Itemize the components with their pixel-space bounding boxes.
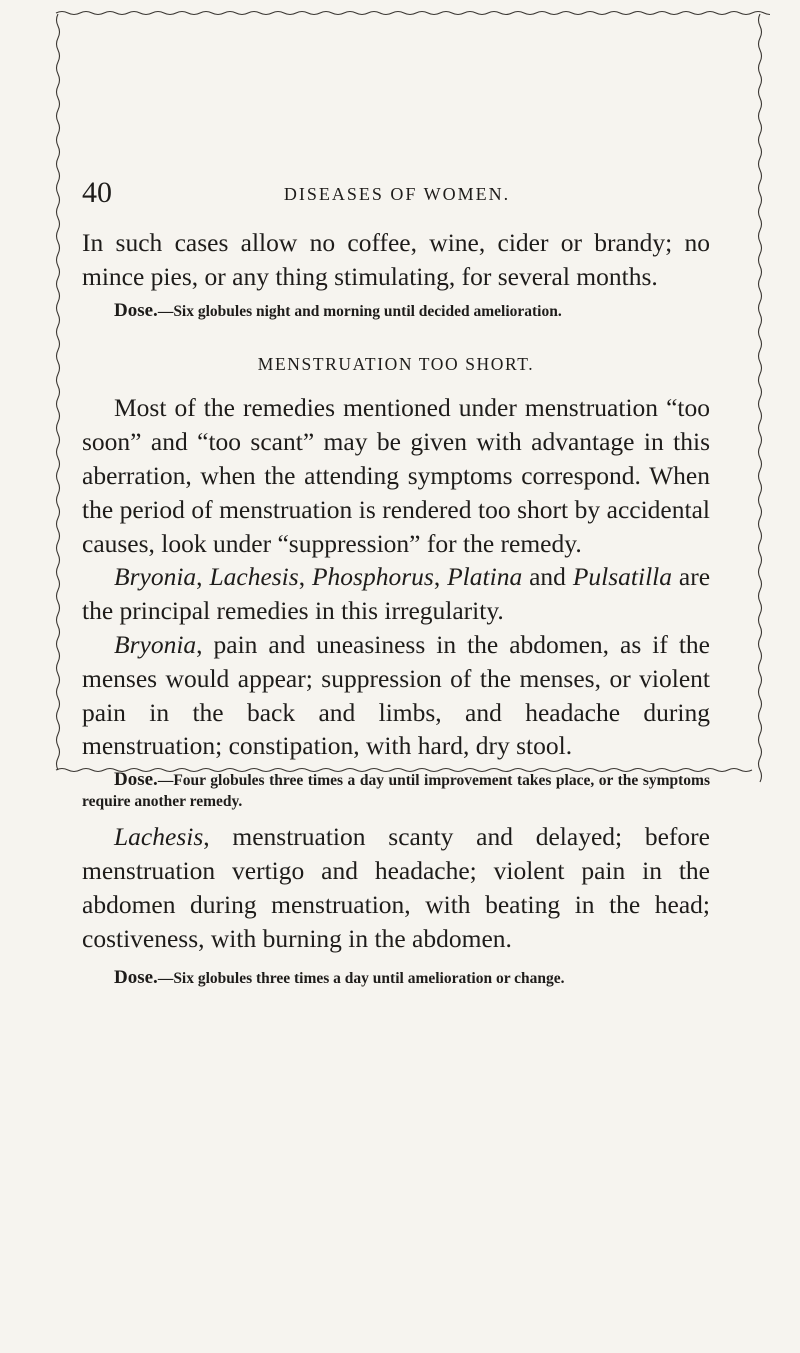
paragraph-lachesis — [82, 820, 710, 955]
paragraph-text: , menstruation scanty and delayed; before menstruation vertigo and headache; violent pain in the abdomen during menstruation, with beating in the head; costiveness, with burning in the abdomen. — [82, 822, 710, 953]
remedy-name: Bryonia — [114, 629, 197, 659]
separator: , — [433, 562, 448, 592]
dose-text: —Six globules three times a day until amelioration or change. — [157, 970, 565, 988]
remedy-name: Bryonia — [114, 562, 197, 592]
running-head — [82, 178, 712, 218]
separator: , — [298, 562, 312, 592]
paragraph-text: , pain and uneasiness in the abdomen, as if the menses would appear; suppression of the menses, or violent pain in the back and limbs, and headache during menstruation; constipation, with hard, dry stool. — [82, 629, 710, 761]
dose-note-2 — [82, 769, 710, 812]
dose-label: Dose. — [114, 769, 158, 791]
remedy-name: Lachesis — [209, 562, 299, 592]
page-body — [82, 226, 710, 997]
dose-label: Dose. — [114, 299, 158, 321]
running-head-title: DISEASES OF WOMEN. — [283, 184, 511, 204]
separator: , — [196, 562, 210, 592]
section-heading: MENSTRUATION TOO SHORT. — [257, 353, 535, 374]
paragraph-text: are the principal remedies in this irregularity. — [82, 562, 711, 626]
remedy-name: Platina — [447, 562, 523, 592]
remedy-name: Phosphorus — [311, 562, 434, 592]
dose-text: —Six globules night and morning until decided amelioration. — [157, 302, 562, 320]
remedy-name: Lachesis — [114, 822, 204, 852]
dose-label: Dose. — [114, 967, 158, 989]
remedy-name: Pulsatilla — [572, 562, 672, 592]
paragraph-principal-remedies — [82, 560, 710, 628]
paragraph-diet-advice: In such cases allow no coffee, wine, cider or brandy; no mince pies, or any thing stimulating, for several months. — [82, 228, 710, 291]
dose-note-3 — [82, 967, 710, 989]
paragraph-bryonia — [82, 628, 710, 763]
paragraph-remedies-intro: Most of the remedies mentioned under menstruation “too soon” and “too scant” may be given with advantage in this aberration, when the attending symptoms correspond. When the period of menstruation is rendered too short by accidental causes, look under “suppression” for the remedy. — [82, 393, 710, 558]
separator: and — [522, 562, 573, 592]
dose-note-1 — [82, 300, 710, 322]
page-number: 40 — [82, 176, 112, 209]
dose-text: —Four globules three times a day until improvement takes place, or the symptoms require another remedy. — [82, 772, 710, 811]
